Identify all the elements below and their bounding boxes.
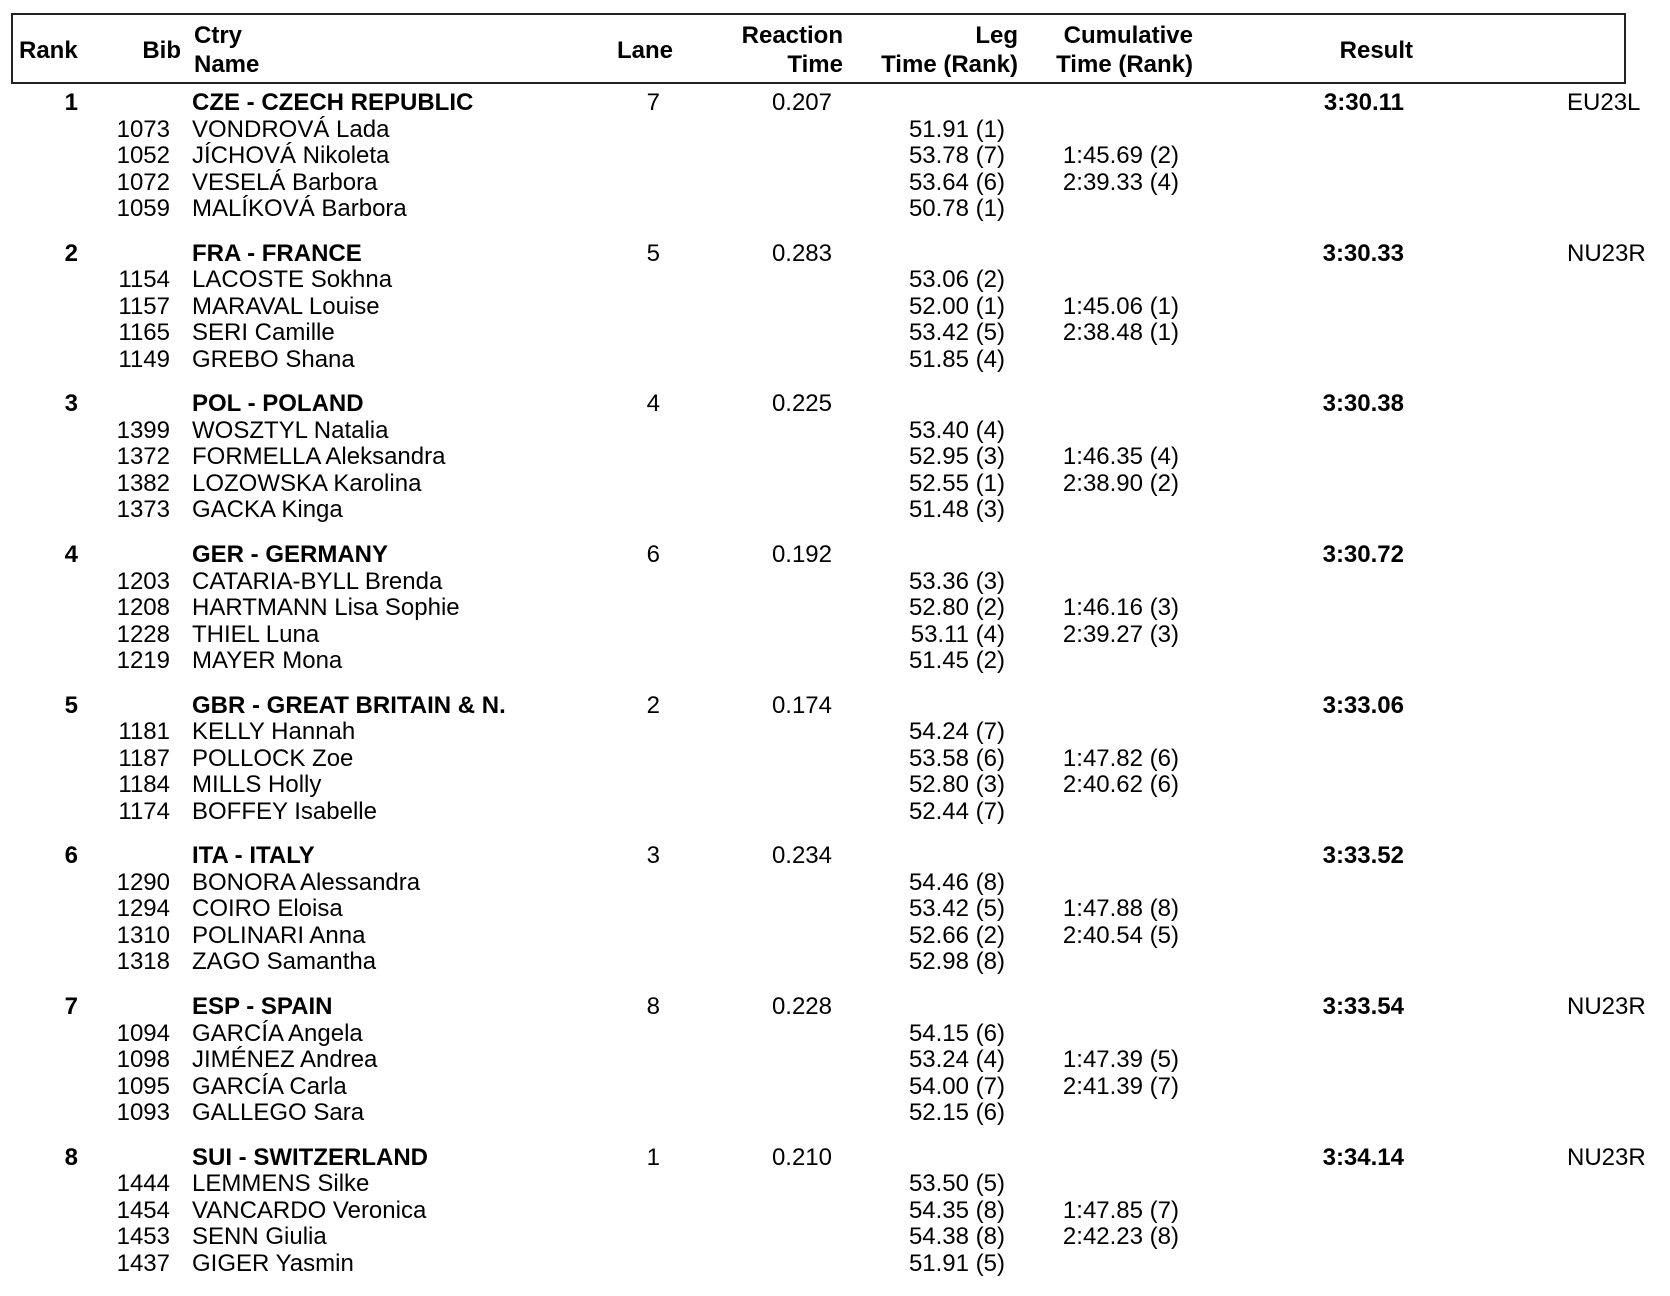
- team-block: [0, 843, 1670, 994]
- team-country: SUI - SWITZERLAND: [192, 1143, 428, 1171]
- swimmer-name: BONORA Alessandra: [192, 868, 421, 896]
- swimmer-leg-time: 53.50 (5): [908, 1170, 1005, 1198]
- swimmer-leg-time: 54.15 (6): [908, 1019, 1005, 1047]
- swimmer-row: [0, 170, 1670, 197]
- header-lane: Lane: [616, 37, 673, 64]
- team-lane: 7: [646, 89, 660, 116]
- team-row: [0, 693, 1670, 720]
- swimmer-name: GARCÍA Angela: [192, 1019, 363, 1047]
- team-country: FRA - FRANCE: [192, 239, 362, 267]
- results-table-body: [0, 90, 1670, 1296]
- swimmer-bib: 1318: [116, 948, 170, 976]
- header-leg-line1: Leg: [975, 22, 1018, 49]
- swimmer-name: HARTMANN Lisa Sophie: [192, 594, 460, 622]
- swimmer-row: [0, 196, 1670, 223]
- swimmer-leg-time: 53.78 (7): [908, 142, 1005, 169]
- swimmer-bib: 1453: [116, 1223, 170, 1251]
- header-reaction-line2: Time: [787, 51, 843, 78]
- swimmer-name: LEMMENS Silke: [192, 1170, 370, 1198]
- team-country: POL - POLAND: [192, 390, 364, 418]
- header-cumulative-line2: Time (Rank): [1056, 51, 1193, 78]
- header-cumulative-line1: Cumulative: [1063, 22, 1193, 49]
- swimmer-leg-time: 53.06 (2): [908, 266, 1005, 294]
- swimmer-leg-time: 53.64 (6): [908, 168, 1005, 196]
- team-row: [0, 1145, 1670, 1172]
- swimmer-row: [0, 648, 1670, 675]
- swimmer-bib: 1094: [116, 1019, 170, 1047]
- team-row: [0, 241, 1670, 268]
- team-block: [0, 1145, 1670, 1296]
- team-result: 3:30.72: [1322, 541, 1404, 569]
- header-name: Name: [194, 51, 260, 78]
- swimmer-row: [0, 320, 1670, 347]
- team-reaction-time: 0.174: [771, 691, 832, 719]
- swimmer-name: GACKA Kinga: [192, 496, 343, 524]
- swimmer-leg-time: 53.58 (6): [908, 744, 1005, 772]
- header-result: Result: [1339, 37, 1413, 64]
- swimmer-row: [0, 1171, 1670, 1198]
- swimmer-name: VANCARDO Veronica: [192, 1196, 427, 1224]
- swimmer-cumulative-time: 2:39.33 (4): [1062, 168, 1179, 196]
- swimmer-name: GIGER Yasmin: [192, 1249, 354, 1277]
- swimmer-leg-time: 53.11 (4): [910, 620, 1005, 648]
- swimmer-name: COIRO Eloisa: [192, 895, 343, 923]
- swimmer-leg-time: 52.15 (6): [908, 1099, 1005, 1127]
- swimmer-leg-time: 53.42 (5): [908, 895, 1005, 923]
- swimmer-leg-time: 52.66 (2): [908, 921, 1005, 949]
- swimmer-leg-time: 54.00 (7): [908, 1072, 1005, 1100]
- team-block: [0, 994, 1670, 1145]
- team-country: GBR - GREAT BRITAIN & N.: [192, 691, 506, 719]
- swimmer-name: JÍCHOVÁ Nikoleta: [192, 142, 390, 169]
- swimmer-row: [0, 1251, 1670, 1278]
- swimmer-name: GALLEGO Sara: [192, 1099, 365, 1127]
- team-block: [0, 90, 1670, 241]
- swimmer-leg-time: 51.45 (2): [908, 647, 1005, 675]
- swimmer-name: MARAVAL Louise: [192, 292, 380, 320]
- swimmer-bib: 1072: [116, 168, 170, 196]
- header-leg-line2: Time (Rank): [881, 51, 1018, 78]
- swimmer-cumulative-time: 1:47.39 (5): [1062, 1046, 1179, 1074]
- swimmer-row: [0, 294, 1670, 321]
- results-table-header: [11, 13, 1626, 84]
- team-row: [0, 843, 1670, 870]
- team-result: 3:30.11: [1323, 89, 1404, 116]
- swimmer-leg-time: 52.80 (2): [908, 594, 1005, 622]
- swimmer-name: GARCÍA Carla: [192, 1072, 347, 1100]
- swimmer-name: KELLY Hannah: [192, 718, 356, 746]
- swimmer-leg-time: 52.98 (8): [908, 948, 1005, 976]
- swimmer-row: [0, 497, 1670, 524]
- swimmer-row: [0, 418, 1670, 445]
- swimmer-row: [0, 746, 1670, 773]
- swimmer-name: THIEL Luna: [192, 620, 320, 648]
- header-ctry: Ctry: [194, 22, 243, 49]
- team-record: NU23R: [1567, 993, 1646, 1021]
- swimmer-name: MALÍKOVÁ Barbora: [192, 195, 407, 222]
- swimmer-row: [0, 923, 1670, 950]
- swimmer-bib: 1290: [116, 868, 170, 896]
- swimmer-cumulative-time: 2:42.23 (8): [1062, 1223, 1179, 1251]
- swimmer-leg-time: 53.40 (4): [908, 416, 1005, 444]
- swimmer-row: [0, 896, 1670, 923]
- swimmer-bib: 1228: [116, 620, 170, 648]
- team-rank: 5: [64, 691, 78, 719]
- swimmer-cumulative-time: 2:40.62 (6): [1062, 771, 1179, 799]
- swimmer-row: [0, 347, 1670, 374]
- team-result: 3:33.52: [1322, 842, 1404, 870]
- swimmer-bib: 1174: [118, 797, 170, 825]
- team-lane: 2: [646, 691, 660, 719]
- team-lane: 8: [646, 993, 660, 1021]
- swimmer-bib: 1073: [116, 115, 170, 143]
- swimmer-leg-time: 53.42 (5): [908, 319, 1005, 347]
- swimmer-name: VESELÁ Barbora: [192, 168, 378, 196]
- swimmer-bib: 1444: [116, 1170, 170, 1198]
- swimmer-bib: 1093: [116, 1099, 170, 1127]
- team-reaction-time: 0.225: [771, 390, 832, 418]
- team-result: 3:33.54: [1322, 993, 1404, 1021]
- swimmer-bib: 1208: [116, 594, 170, 622]
- swimmer-cumulative-time: 1:46.16 (3): [1062, 594, 1179, 622]
- team-record: EU23L: [1567, 89, 1641, 116]
- swimmer-leg-time: 53.24 (4): [908, 1046, 1005, 1074]
- team-rank: 2: [64, 239, 78, 267]
- swimmer-name: LACOSTE Sokhna: [192, 266, 393, 294]
- swimmer-name: POLLOCK Zoe: [192, 744, 354, 772]
- swimmer-name: VONDROVÁ Lada: [192, 115, 390, 143]
- header-bib: Bib: [142, 37, 181, 64]
- swimmer-bib: 1181: [118, 718, 170, 746]
- swimmer-name: SENN Giulia: [192, 1223, 327, 1251]
- swimmer-leg-time: 54.46 (8): [908, 868, 1005, 896]
- team-country: GER - GERMANY: [192, 541, 389, 569]
- header-rank: Rank: [19, 37, 78, 64]
- swimmer-bib: 1294: [116, 895, 170, 923]
- team-reaction-time: 0.192: [771, 541, 832, 569]
- swimmer-row: [0, 799, 1670, 826]
- swimmer-bib: 1310: [116, 921, 170, 949]
- team-rank: 6: [64, 842, 78, 870]
- team-block: [0, 391, 1670, 542]
- swimmer-leg-time: 51.85 (4): [908, 345, 1005, 373]
- swimmer-leg-time: 50.78 (1): [908, 195, 1005, 222]
- swimmer-row: [0, 622, 1670, 649]
- team-lane: 4: [646, 390, 660, 418]
- team-row: [0, 90, 1670, 117]
- team-result: 3:34.14: [1322, 1143, 1404, 1171]
- team-lane: 3: [646, 842, 660, 870]
- team-block: [0, 542, 1670, 693]
- swimmer-name: ZAGO Samantha: [192, 948, 377, 976]
- swimmer-bib: 1203: [116, 567, 170, 595]
- swimmer-name: LOZOWSKA Karolina: [192, 469, 422, 497]
- team-result: 3:30.33: [1322, 239, 1404, 267]
- swimmer-name: WOSZTYL Natalia: [192, 416, 389, 444]
- team-reaction-time: 0.283: [771, 239, 832, 267]
- swimmer-bib: 1382: [116, 469, 170, 497]
- swimmer-row: [0, 1224, 1670, 1251]
- team-result: 3:33.06: [1322, 691, 1404, 719]
- swimmer-name: JIMÉNEZ Andrea: [192, 1046, 378, 1074]
- swimmer-bib: 1373: [116, 496, 170, 524]
- swimmer-leg-time: 51.91 (1): [908, 115, 1005, 143]
- swimmer-cumulative-time: 2:39.27 (3): [1062, 620, 1179, 648]
- swimmer-name: GREBO Shana: [192, 345, 355, 373]
- team-country: CZE - CZECH REPUBLIC: [192, 89, 474, 116]
- swimmer-cumulative-time: 1:47.88 (8): [1062, 895, 1179, 923]
- swimmer-name: SERI Camille: [192, 319, 335, 347]
- swimmer-row: [0, 1198, 1670, 1225]
- header-reaction-line1: Reaction: [741, 22, 843, 49]
- swimmer-cumulative-time: 1:45.06 (1): [1062, 292, 1179, 320]
- swimmer-row: [0, 870, 1670, 897]
- team-rank: 7: [64, 993, 78, 1021]
- team-country: ITA - ITALY: [192, 842, 315, 870]
- swimmer-bib: 1372: [116, 443, 170, 471]
- swimmer-name: CATARIA-BYLL Brenda: [192, 567, 443, 595]
- team-lane: 6: [646, 541, 660, 569]
- swimmer-cumulative-time: 1:46.35 (4): [1062, 443, 1179, 471]
- team-rank: 4: [64, 541, 78, 569]
- swimmer-leg-time: 53.36 (3): [908, 567, 1005, 595]
- team-row: [0, 994, 1670, 1021]
- swimmer-cumulative-time: 1:45.69 (2): [1062, 142, 1179, 169]
- swimmer-name: MILLS Holly: [192, 771, 322, 799]
- swimmer-name: MAYER Mona: [192, 647, 343, 675]
- swimmer-leg-time: 51.48 (3): [908, 496, 1005, 524]
- swimmer-bib: 1095: [116, 1072, 170, 1100]
- team-row: [0, 542, 1670, 569]
- team-block: [0, 241, 1670, 392]
- swimmer-bib: 1154: [118, 266, 170, 294]
- swimmer-name: POLINARI Anna: [192, 921, 366, 949]
- team-block: [0, 693, 1670, 844]
- swimmer-leg-time: 52.44 (7): [908, 797, 1005, 825]
- swimmer-bib: 1454: [116, 1196, 170, 1224]
- swimmer-leg-time: 54.38 (8): [908, 1223, 1005, 1251]
- swimmer-bib: 1437: [116, 1249, 170, 1277]
- swimmer-leg-time: 51.91 (5): [908, 1249, 1005, 1277]
- swimmer-row: [0, 444, 1670, 471]
- team-row: [0, 391, 1670, 418]
- team-reaction-time: 0.228: [771, 993, 832, 1021]
- swimmer-name: FORMELLA Aleksandra: [192, 443, 446, 471]
- swimmer-cumulative-time: 1:47.82 (6): [1062, 744, 1179, 772]
- team-lane: 5: [646, 239, 660, 267]
- swimmer-row: [0, 1047, 1670, 1074]
- swimmer-bib: 1165: [118, 319, 170, 347]
- team-reaction-time: 0.207: [771, 89, 832, 116]
- swimmer-leg-time: 52.00 (1): [908, 292, 1005, 320]
- team-lane: 1: [646, 1143, 660, 1171]
- swimmer-leg-time: 52.55 (1): [908, 469, 1005, 497]
- swimmer-row: [0, 595, 1670, 622]
- swimmer-row: [0, 471, 1670, 498]
- swimmer-row: [0, 1100, 1670, 1127]
- swimmer-bib: 1157: [118, 292, 170, 320]
- swimmer-bib: 1399: [116, 416, 170, 444]
- team-reaction-time: 0.210: [771, 1143, 832, 1171]
- swimmer-row: [0, 117, 1670, 144]
- team-country: ESP - SPAIN: [192, 993, 333, 1021]
- swimmer-leg-time: 54.35 (8): [908, 1196, 1005, 1224]
- swimmer-bib: 1184: [118, 771, 170, 799]
- swimmer-cumulative-time: 2:40.54 (5): [1062, 921, 1179, 949]
- swimmer-cumulative-time: 2:38.90 (2): [1062, 469, 1179, 497]
- swimmer-row: [0, 949, 1670, 976]
- swimmer-leg-time: 52.80 (3): [908, 771, 1005, 799]
- team-rank: 3: [64, 390, 78, 418]
- team-reaction-time: 0.234: [771, 842, 832, 870]
- swimmer-row: [0, 772, 1670, 799]
- swimmer-bib: 1052: [116, 142, 170, 169]
- swimmer-bib: 1098: [116, 1046, 170, 1074]
- swimmer-row: [0, 267, 1670, 294]
- swimmer-bib: 1219: [116, 647, 170, 675]
- swimmer-row: [0, 1074, 1670, 1101]
- swimmer-bib: 1059: [116, 195, 170, 222]
- team-result: 3:30.38: [1322, 390, 1404, 418]
- swimmer-row: [0, 143, 1670, 170]
- swimmer-leg-time: 54.24 (7): [908, 718, 1005, 746]
- swimmer-name: BOFFEY Isabelle: [192, 797, 377, 825]
- team-rank: 1: [64, 89, 78, 116]
- team-record: NU23R: [1567, 1143, 1646, 1171]
- team-rank: 8: [64, 1143, 78, 1171]
- swimmer-bib: 1149: [118, 345, 170, 373]
- swimmer-cumulative-time: 1:47.85 (7): [1062, 1196, 1179, 1224]
- swimmer-row: [0, 719, 1670, 746]
- swimmer-row: [0, 569, 1670, 596]
- swimmer-row: [0, 1021, 1670, 1048]
- swimmer-cumulative-time: 2:41.39 (7): [1062, 1072, 1179, 1100]
- swimmer-cumulative-time: 2:38.48 (1): [1062, 319, 1179, 347]
- swimmer-leg-time: 52.95 (3): [908, 443, 1005, 471]
- swimmer-bib: 1187: [118, 744, 170, 772]
- team-record: NU23R: [1567, 239, 1646, 267]
